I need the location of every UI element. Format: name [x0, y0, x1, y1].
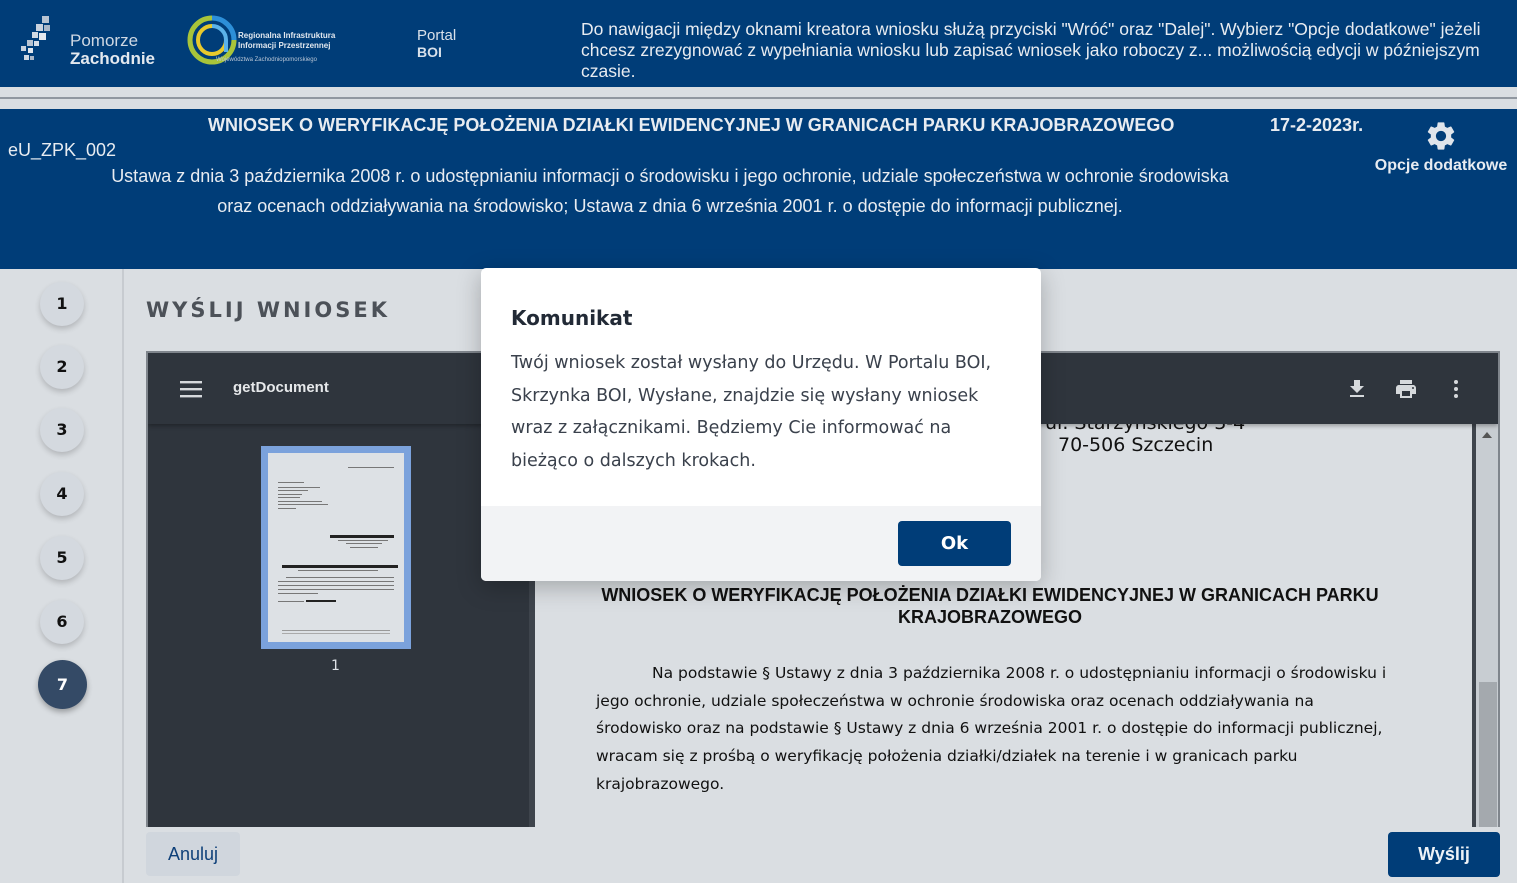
legal-basis: Ustawa z dnia 3 października 2008 r. o udostępnianiu informacji o środowisku i jego ochronie, udziale społeczeństwa w ochronie środowiska oraz ocenach oddziaływania na środowisko; Ustawa z dnia 6 września 2001 r. o dostępie do informacji publicznej. [111, 166, 1229, 216]
thumbnail-page-number: 1 [331, 658, 340, 674]
form-date: 17-2-2023r. [1270, 115, 1364, 135]
menu-icon[interactable] [180, 380, 202, 398]
gear-icon [1424, 119, 1458, 153]
print-icon[interactable] [1394, 377, 1418, 401]
address-line-2: 70-506 Szczecin [1058, 434, 1214, 456]
more-vert-icon[interactable] [1444, 377, 1468, 401]
form-header [0, 109, 1517, 269]
dialog-title: Komunikat [511, 306, 633, 330]
step-6[interactable]: 6 [40, 600, 84, 644]
scroll-up-arrow-icon[interactable] [1482, 432, 1492, 438]
pomorze-logo-icon [18, 14, 54, 66]
scrollbar-thumb[interactable] [1479, 682, 1497, 827]
logo-text-line1: Pomorze [70, 31, 139, 50]
thumbnail-page [268, 453, 404, 642]
top-bar [0, 0, 1517, 87]
navigation-hint: Do nawigacji między oknami kreatora wniosku służą przyciski "Wróć" oraz "Dalej". Wybierz "Opcje dodatkowe" jeżeli chcesz zrezygnować z wypełniania wniosku lub zapisać wniosek jako roboczy z... możliwością edycji w późniejszym czasie. [581, 19, 1481, 81]
form-code: eU_ZPK_002 [8, 140, 117, 160]
step-2[interactable]: 2 [40, 345, 84, 389]
document-title: WNIOSEK O WERYFIKACJĘ POŁOŻENIA DZIAŁKI EWIDENCYJNEJ W GRANICACH PARKU KRAJOBRAZOWEGO [601, 585, 1379, 627]
page-title: WYŚLIJ WNIOSEK [146, 298, 390, 322]
thumbnail-sidebar [148, 424, 529, 827]
document-body: Na podstawie § Ustawy z dnia 3 października 2008 r. o udostępnianiu informacji o środowisku i jego ochronie, udziale społeczeństwa w ochronie środowiska oraz ocenach oddziaływania na środowisko oraz na podstawie § Ustawy z dnia 6 września 2001 r. o dostępie do informacji publicznej, wracam się z prośbą o weryfikację położenia działki/działek na terenie i w granicach parku krajobrazowego. [596, 664, 1387, 793]
step-7-active[interactable]: 7 [38, 660, 87, 709]
additional-options-button[interactable] [1368, 119, 1514, 175]
download-icon[interactable] [1345, 377, 1369, 401]
step-1[interactable]: 1 [40, 282, 84, 326]
step-5[interactable]: 5 [40, 536, 84, 580]
cancel-button[interactable]: Anuluj [146, 832, 240, 876]
form-title: WNIOSEK O WERYFIKACJĘ POŁOŻENIA DZIAŁKI EWIDENCYJNEJ W GRANICACH PARKU KRAJOBRAZOWEGO [208, 115, 1175, 135]
divider [0, 97, 1517, 99]
step-navigation [0, 269, 124, 883]
additional-options-label: Opcje dodatkowe [1374, 157, 1508, 174]
page-thumbnail[interactable] [261, 446, 411, 649]
ok-button[interactable]: Ok [898, 521, 1011, 566]
logo-riip[interactable] [186, 14, 346, 70]
message-dialog [481, 268, 1041, 581]
logo-text-line2: Zachodnie [70, 49, 156, 68]
portal-label[interactable]: Portal BOI [417, 27, 457, 60]
riip-text: Regionalna Infrastruktura Informacji Przestrzennej [238, 31, 336, 50]
dialog-footer [481, 506, 1041, 581]
send-button[interactable]: Wyślij [1388, 832, 1500, 877]
riip-subtext: Województwa Zachodniopomorskiego [216, 57, 317, 63]
document-name: getDocument [233, 379, 329, 396]
step-4[interactable]: 4 [40, 472, 84, 516]
logo-pomorze-zachodnie[interactable] [18, 14, 156, 70]
dialog-message: Twój wniosek został wysłany do Urzędu. W Portalu BOI, Skrzynka BOI, Wysłane, znajdzie się wysłany wniosek wraz z załącznikami. Będziemy Cie informować na bieżąco o dalszych krokach. [511, 353, 992, 471]
step-3[interactable]: 3 [40, 408, 84, 452]
viewer-scrollbar[interactable] [1472, 424, 1498, 827]
